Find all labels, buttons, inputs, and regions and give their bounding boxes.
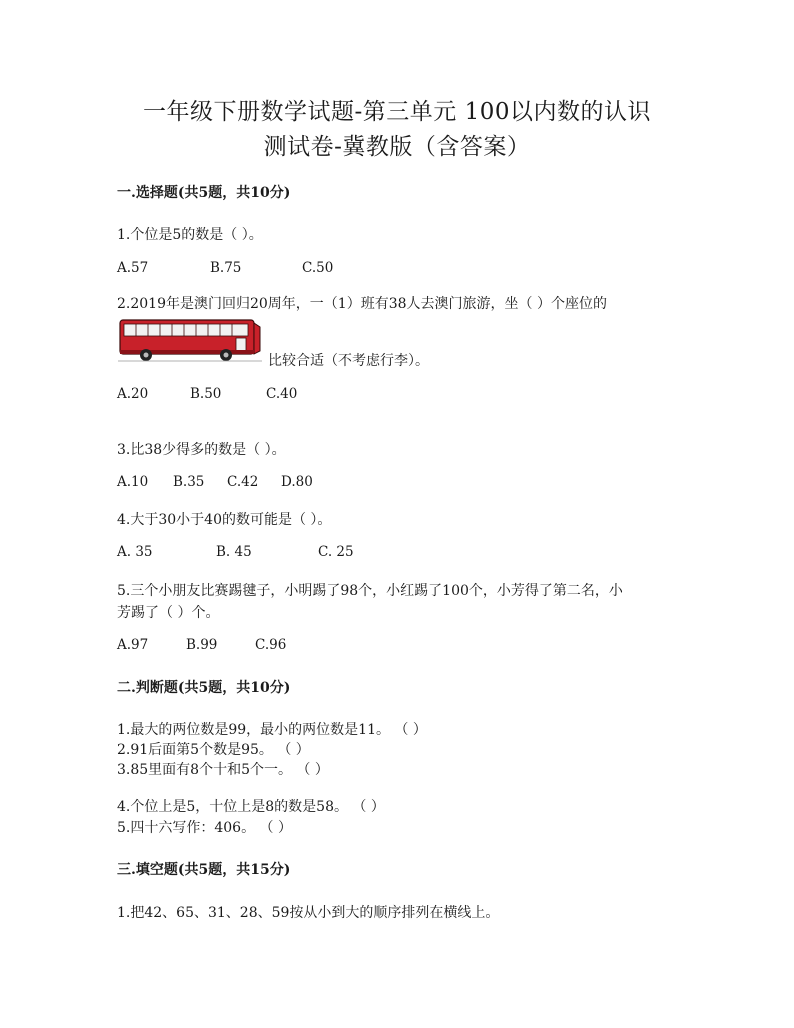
option-b: B. 45	[216, 544, 252, 560]
judge-item: 1.最大的两位数是99，最小的两位数是11。 （ ）	[117, 722, 427, 738]
section-heading-judge: 二.判断题(共5题，共10分)	[117, 680, 291, 696]
question-text-continued: 比较合适（不考虑行李）。	[268, 353, 429, 369]
bus-illustration	[118, 317, 262, 363]
judge-item: 3.85里面有8个十和5个一。 （ ）	[117, 762, 329, 778]
question-text: 3.比38少得多的数是（ ）。	[117, 442, 286, 458]
option-a: A. 35	[117, 544, 153, 560]
option-b: B.50	[190, 386, 222, 402]
option-c: C.50	[302, 260, 334, 276]
option-b: B.99	[186, 637, 218, 653]
option-c: C.96	[255, 637, 287, 653]
option-b: B.75	[210, 260, 242, 276]
question-text: 1.个位是5的数是（ ）。	[117, 227, 263, 243]
judge-item: 4.个位上是5，十位上是8的数是58。 （ ）	[117, 799, 385, 815]
option-a: A.20	[117, 386, 149, 402]
option-c: C.42	[227, 474, 259, 490]
document-title-line2: 测试卷-冀教版（含答案）	[263, 134, 531, 160]
judge-item: 2.91后面第5个数是95。 （ ）	[117, 742, 310, 758]
option-a: A.57	[117, 260, 149, 276]
option-d: D.80	[281, 474, 313, 490]
question-text: 2.2019年是澳门回归20周年，一（1）班有38人去澳门旅游，坐（ ）个座位的	[117, 296, 607, 312]
question-text: 5.三个小朋友比赛踢毽子，小明踢了98个，小红踢了100个，小芳得了第二名，小	[117, 583, 623, 599]
option-b: B.35	[173, 474, 205, 490]
option-a: A.10	[117, 474, 149, 490]
question-text-continued: 芳踢了（ ）个。	[117, 605, 220, 621]
option-c: C. 25	[318, 544, 354, 560]
fill-item: 1.把42、65、31、28、59按从小到大的顺序排列在横线上。	[117, 905, 500, 921]
option-a: A.97	[117, 637, 149, 653]
option-c: C.40	[266, 386, 298, 402]
section-heading-fill: 三.填空题(共5题，共15分)	[117, 862, 291, 878]
question-text: 4.大于30小于40的数可能是（ ）。	[117, 512, 332, 528]
judge-item: 5.四十六写作：406。 （ ）	[117, 820, 292, 836]
section-heading-choice: 一.选择题(共5题，共10分)	[117, 185, 291, 201]
document-title-line1: 一年级下册数学试题-第三单元 100以内数的认识	[143, 99, 651, 125]
